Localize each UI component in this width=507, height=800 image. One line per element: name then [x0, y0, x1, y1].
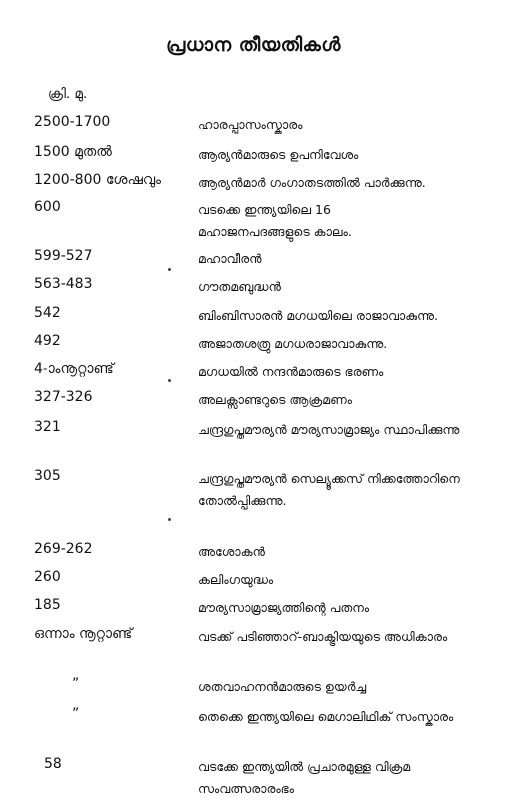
row-event: വടക്കെ ഇന്ത്യയിലെ 16 മഹാജനപദങ്ങളുടെ കാലം. — [198, 202, 352, 239]
row-event: വടക്കേ ഇന്ത്യയിൽ പ്രചാരമുള്ള വിക്രമ സംവത്സരാരംഭം — [198, 759, 411, 796]
row-date: 600 — [34, 199, 61, 215]
row-date: 58 — [44, 756, 62, 772]
stray-dot — [168, 268, 171, 271]
row-date: 492 — [34, 333, 61, 349]
row-event: ആര്യൻമാർ ഗംഗാതടത്തിൽ പാർക്കുന്നു. — [198, 175, 426, 190]
row-event: കലിംഗയുദ്ധം — [198, 572, 274, 587]
row-event: ഗൗതമബുദ്ധൻ — [198, 279, 281, 294]
row-date: 4-ാംനൂറ്റാണ്ട് — [34, 361, 114, 377]
row-event: ആര്യൻമാരുടെ ഉപനിവേശം — [198, 147, 359, 162]
row-date: 1500 മുതൽ — [34, 144, 112, 160]
era-label: ക്രി. മു. — [48, 86, 88, 102]
row-date: ” — [72, 676, 80, 692]
row-event: മൗര്യസാമ്രാജ്യത്തിന്റെ പതനം — [198, 600, 370, 615]
row-event: മഗധയിൽ നന്ദൻമാരുടെ ഭരണം — [198, 364, 384, 379]
stray-dot — [168, 379, 171, 382]
row-date: 1200-800 ശേഷവും — [34, 172, 161, 188]
row-event: വടക്ക് പടിഞ്ഞാറ്-ബാക്ട്രിയയുടെ അധികാരം — [198, 629, 448, 644]
row-event: അശോകൻ — [198, 544, 265, 559]
row-date: 260 — [34, 569, 61, 585]
row-event: തെക്കെ ഇന്ത്യയിലെ മെഗാലിഥിക് സംസ്കാരം — [198, 709, 454, 724]
row-event: ഹാരപ്പാസംസ്കാരം — [198, 117, 303, 132]
row-date: 327-326 — [34, 389, 93, 405]
row-event: ശതവാഹനൻമാരുടെ ഉയർച്ച — [198, 679, 367, 694]
row-date: 269-262 — [34, 541, 93, 557]
row-event: ബിംബിസാരൻ മഗധയിലെ രാജാവാകുന്നു. — [198, 308, 438, 323]
row-date: 2500-1700 — [34, 114, 111, 130]
row-date: 542 — [34, 305, 61, 321]
row-date: 599-527 — [34, 248, 93, 264]
row-date: 321 — [34, 419, 61, 435]
row-date: 185 — [34, 597, 61, 613]
stray-dot — [168, 518, 171, 521]
row-event: മഹാവീരൻ — [198, 251, 262, 266]
row-date: 563-483 — [34, 276, 93, 292]
row-date: 305 — [34, 468, 61, 484]
row-event: ചന്ദ്രഗുപ്തമൗര്യൻ സെല്യൂക്കസ് നിക്കത്തോറിനെ തോൽപ്പിക്കുന്നു. — [198, 471, 460, 508]
row-event: അജാതശത്രു മഗധരാജാവാകുന്നു. — [198, 336, 388, 351]
page-title: പ്രധാന തീയതികൾ — [166, 34, 341, 56]
row-event: അലക്സാണ്ടറുടെ ആക്രമണം — [198, 392, 352, 407]
row-date: ” — [72, 706, 80, 722]
row-event: ചന്ദ്രഗുപ്തമൗര്യൻ മൗര്യസാമ്രാജ്യം സ്ഥാപിക്കുന്നു — [198, 422, 460, 437]
row-date: ഒന്നാം നൂറ്റാണ്ട് — [34, 626, 133, 642]
